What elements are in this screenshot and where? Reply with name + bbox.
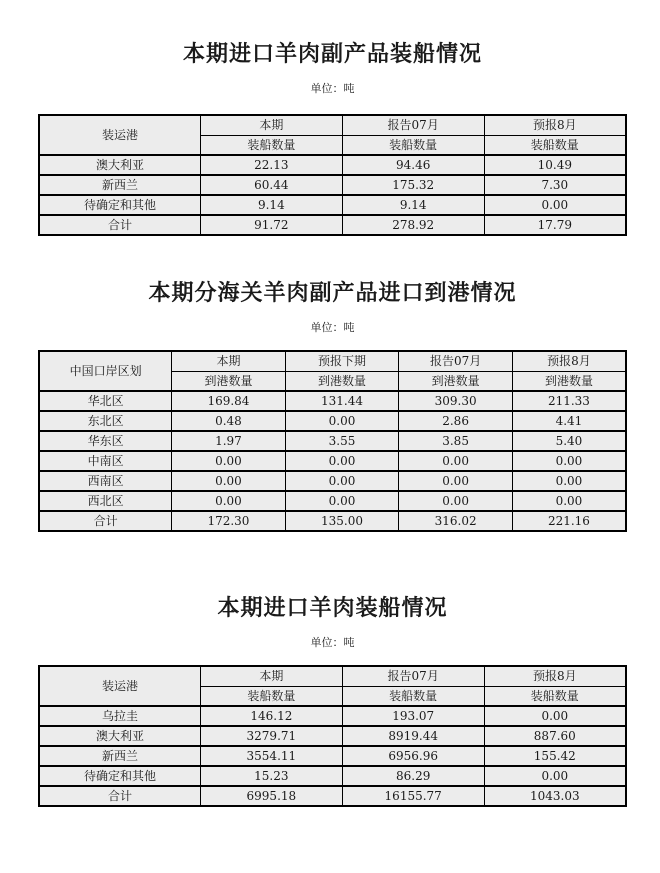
cell-value: 146.12 xyxy=(200,706,342,726)
cell-value: 211.33 xyxy=(512,391,626,411)
measure-header: 到港数量 xyxy=(285,371,399,391)
row-label: 澳大利亚 xyxy=(39,726,200,746)
cell-value: 0.00 xyxy=(172,491,286,511)
cell-value: 278.92 xyxy=(342,215,484,235)
row-label: 中南区 xyxy=(39,451,172,471)
cell-value: 887.60 xyxy=(484,726,626,746)
measure-header: 到港数量 xyxy=(172,371,286,391)
cell-value: 0.00 xyxy=(172,451,286,471)
cell-value: 0.00 xyxy=(484,706,626,726)
cell-value: 0.00 xyxy=(484,766,626,786)
cell-value: 0.00 xyxy=(399,471,513,491)
column-group-header: 本期 xyxy=(200,666,342,686)
cell-value: 6995.18 xyxy=(200,786,342,806)
cell-value: 0.00 xyxy=(285,471,399,491)
total-row xyxy=(39,215,626,235)
column-group-header: 本期 xyxy=(200,115,342,135)
cell-value: 0.00 xyxy=(285,451,399,471)
cell-value: 131.44 xyxy=(285,391,399,411)
row-label: 待确定和其他 xyxy=(39,766,200,786)
corner-header: 装运港 xyxy=(39,115,200,155)
measure-header: 装船数量 xyxy=(200,686,342,706)
header-period-row xyxy=(39,351,626,371)
table-row xyxy=(39,431,626,451)
row-label: 新西兰 xyxy=(39,746,200,766)
cell-value: 172.30 xyxy=(172,511,286,531)
cell-value: 3.55 xyxy=(285,431,399,451)
cell-value: 0.48 xyxy=(172,411,286,431)
cell-value: 169.84 xyxy=(172,391,286,411)
cell-value: 175.32 xyxy=(342,175,484,195)
cell-value: 15.23 xyxy=(200,766,342,786)
cell-value: 9.14 xyxy=(200,195,342,215)
table-row xyxy=(39,175,626,195)
page-title: 本期分海关羊肉副产品进口到港情况 xyxy=(148,280,517,306)
section-byproduct-shipment xyxy=(38,40,627,236)
cell-value: 9.14 xyxy=(342,195,484,215)
section-byproduct-arrival-by-customs xyxy=(38,279,627,532)
table-row xyxy=(39,155,626,175)
lamb-shipment-table xyxy=(38,665,627,807)
column-group-header: 报告07月 xyxy=(399,351,513,371)
cell-value: 0.00 xyxy=(172,471,286,491)
cell-value: 0.00 xyxy=(512,451,626,471)
row-label: 新西兰 xyxy=(39,175,200,195)
column-group-header: 预报8月 xyxy=(484,666,626,686)
unit-label: 单位：吨 xyxy=(310,636,355,649)
cell-value: 8919.44 xyxy=(342,726,484,746)
section-lamb-shipment xyxy=(38,594,627,807)
column-group-header: 本期 xyxy=(172,351,286,371)
row-label: 待确定和其他 xyxy=(39,195,200,215)
cell-value: 2.86 xyxy=(399,411,513,431)
header-period-row xyxy=(39,666,626,686)
cell-value: 17.79 xyxy=(484,215,626,235)
byproduct-arrival-table xyxy=(38,350,627,532)
table-row xyxy=(39,471,626,491)
table-row xyxy=(39,706,626,726)
row-label: 合计 xyxy=(39,511,172,531)
cell-value: 10.49 xyxy=(484,155,626,175)
corner-header: 中国口岸区划 xyxy=(39,351,172,391)
column-group-header: 报告07月 xyxy=(342,115,484,135)
cell-value: 3554.11 xyxy=(200,746,342,766)
table-row xyxy=(39,391,626,411)
row-label: 乌拉圭 xyxy=(39,706,200,726)
table-row xyxy=(39,746,626,766)
row-label: 合计 xyxy=(39,215,200,235)
measure-header: 装船数量 xyxy=(200,135,342,155)
column-group-header: 预报8月 xyxy=(512,351,626,371)
row-label: 西北区 xyxy=(39,491,172,511)
header-period-row xyxy=(39,115,626,135)
column-group-header: 报告07月 xyxy=(342,666,484,686)
cell-value: 0.00 xyxy=(285,411,399,431)
row-label: 西南区 xyxy=(39,471,172,491)
cell-value: 1043.03 xyxy=(484,786,626,806)
cell-value: 0.00 xyxy=(484,195,626,215)
measure-header: 装船数量 xyxy=(342,135,484,155)
cell-value: 16155.77 xyxy=(342,786,484,806)
measure-header: 装船数量 xyxy=(342,686,484,706)
table-row xyxy=(39,726,626,746)
cell-value: 22.13 xyxy=(200,155,342,175)
measure-header: 到港数量 xyxy=(512,371,626,391)
row-label: 华东区 xyxy=(39,431,172,451)
measure-header: 装船数量 xyxy=(484,135,626,155)
cell-value: 60.44 xyxy=(200,175,342,195)
row-label: 澳大利亚 xyxy=(39,155,200,175)
cell-value: 0.00 xyxy=(512,491,626,511)
cell-value: 94.46 xyxy=(342,155,484,175)
table-row xyxy=(39,491,626,511)
page-title: 本期进口羊肉副产品装船情况 xyxy=(182,41,482,67)
cell-value: 316.02 xyxy=(399,511,513,531)
cell-value: 86.29 xyxy=(342,766,484,786)
total-row xyxy=(39,511,626,531)
cell-value: 221.16 xyxy=(512,511,626,531)
unit-label: 单位：吨 xyxy=(310,321,355,334)
cell-value: 91.72 xyxy=(200,215,342,235)
page-title: 本期进口羊肉装船情况 xyxy=(217,595,448,621)
measure-header: 装船数量 xyxy=(484,686,626,706)
cell-value: 7.30 xyxy=(484,175,626,195)
table-row xyxy=(39,195,626,215)
table-row xyxy=(39,451,626,471)
cell-value: 0.00 xyxy=(285,491,399,511)
cell-value: 3279.71 xyxy=(200,726,342,746)
row-label: 东北区 xyxy=(39,411,172,431)
cell-value: 193.07 xyxy=(342,706,484,726)
column-group-header: 预报8月 xyxy=(484,115,626,135)
cell-value: 5.40 xyxy=(512,431,626,451)
cell-value: 6956.96 xyxy=(342,746,484,766)
table-row xyxy=(39,411,626,431)
corner-header: 装运港 xyxy=(39,666,200,706)
byproduct-shipment-table xyxy=(38,114,627,236)
total-row xyxy=(39,786,626,806)
column-group-header: 预报下期 xyxy=(285,351,399,371)
cell-value: 1.97 xyxy=(172,431,286,451)
cell-value: 3.85 xyxy=(399,431,513,451)
measure-header: 到港数量 xyxy=(399,371,513,391)
cell-value: 0.00 xyxy=(512,471,626,491)
row-label: 合计 xyxy=(39,786,200,806)
row-label: 华北区 xyxy=(39,391,172,411)
cell-value: 309.30 xyxy=(399,391,513,411)
cell-value: 0.00 xyxy=(399,451,513,471)
unit-label: 单位：吨 xyxy=(310,82,355,95)
cell-value: 135.00 xyxy=(285,511,399,531)
cell-value: 4.41 xyxy=(512,411,626,431)
cell-value: 155.42 xyxy=(484,746,626,766)
table-row xyxy=(39,766,626,786)
cell-value: 0.00 xyxy=(399,491,513,511)
